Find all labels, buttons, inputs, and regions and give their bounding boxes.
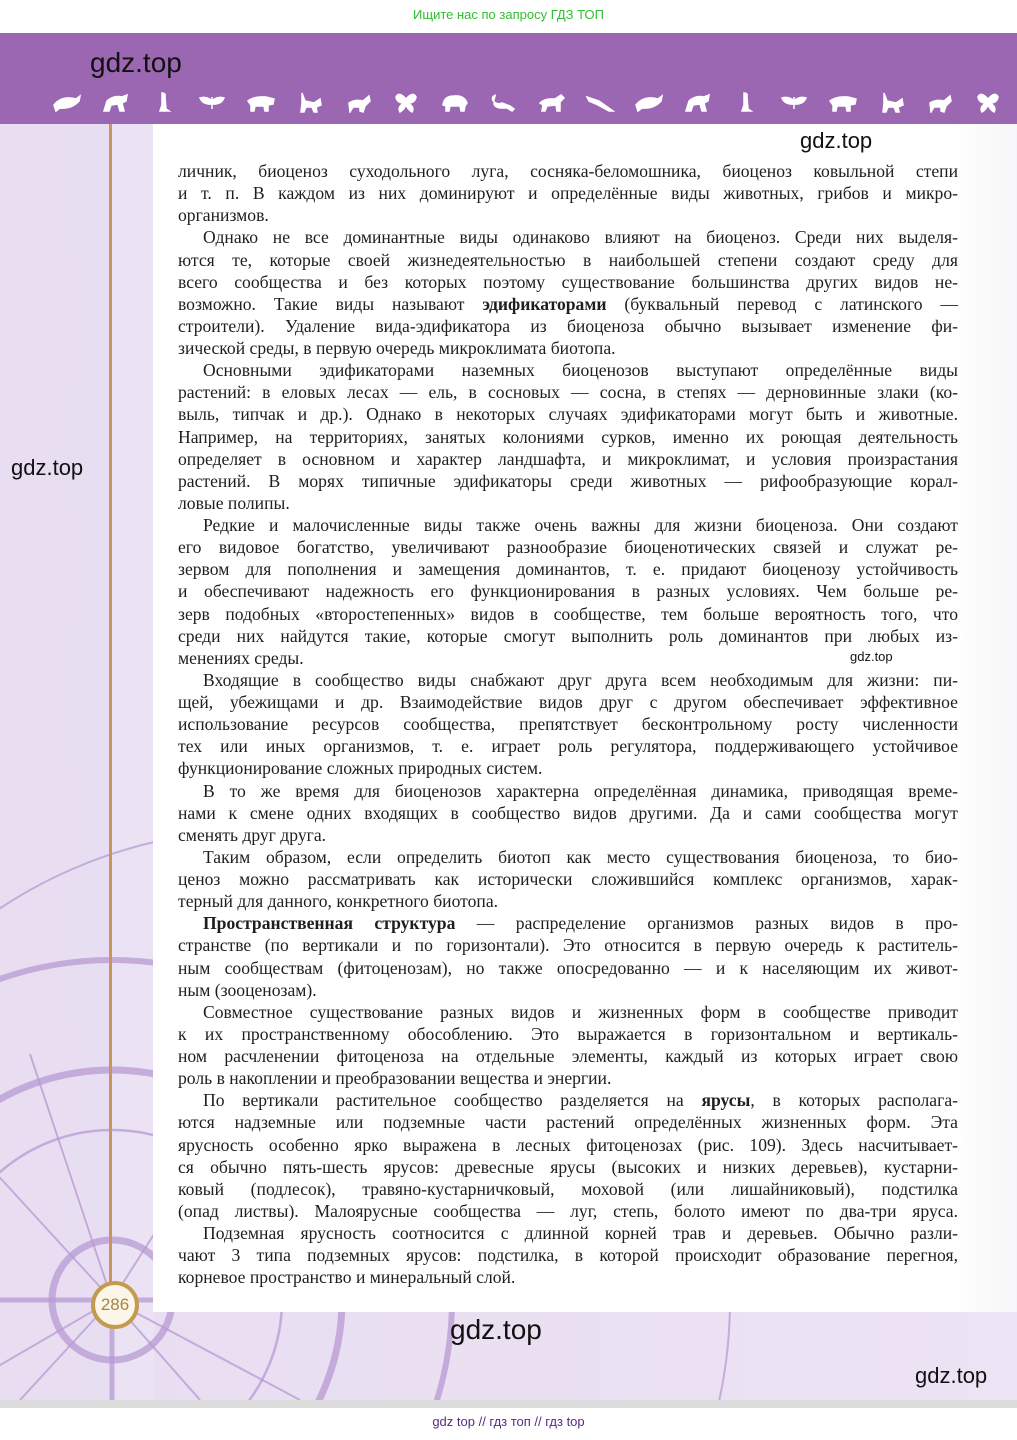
- text-line: ценоз можно рассматривать как исторически сложившийся комплекс организмов, харак-: [178, 869, 958, 889]
- margin-strip: [112, 124, 154, 1400]
- text-line: организмов.: [178, 205, 269, 226]
- butterfly-icon: [389, 90, 423, 114]
- horse-icon: [535, 90, 569, 114]
- text-line: ном расчленении фитоценоза на отдельные элементы, каждый из которых играет свою: [178, 1046, 958, 1066]
- text-line: сменять друг друга.: [178, 824, 327, 845]
- moth-icon: [777, 90, 811, 114]
- bison-icon: [438, 90, 472, 114]
- dolphin-icon: [632, 90, 666, 114]
- text-line: В то же время для биоценозов характерна определённая динамика, приводящая време-: [203, 780, 958, 801]
- text-line: ся обычно пять-шесть ярусов: древесные ярусы (высоких и низких деревьев), кустарни-: [178, 1156, 958, 1177]
- text-line: нами к смене одних входящих в сообщество видов другими. Да и сами сообщества могут: [178, 802, 958, 823]
- text-line: странстве (по вертикали и по горизонтали). Это относится в первую очередь к раститель-: [178, 935, 958, 956]
- text-line: зерв подобных «второстепенных» видов в сообществе, тем больше вероятность того, что: [178, 603, 958, 624]
- margin-rule: [109, 124, 112, 1299]
- text-line: всего сообщества и без которых поэтому существование большинства других видов не-: [178, 271, 958, 292]
- text-line: чают 3 типа подземных ярусов: подстилка, в которой происходит образование перегноя,: [178, 1245, 958, 1266]
- watermark-bottom-center: gdz.top: [450, 1314, 542, 1345]
- page-number: 286: [91, 1281, 139, 1329]
- bird-icon: [583, 90, 617, 114]
- body-text: [178, 160, 958, 1288]
- antelope-icon: [922, 90, 956, 114]
- text-line: менениях среды.: [178, 647, 304, 668]
- text-line: По вертикали растительное сообщество разделяется на ярусы, в которых располага-: [203, 1090, 958, 1111]
- text-line: выль, типчак и др.). Однако в некоторых случаях эдификаторами могут быть и животные.: [178, 404, 958, 425]
- text-line: ковый (подлесок), травяно-кустарничковый, моховой (или лишайниковый), подстилка: [178, 1178, 958, 1199]
- scorpion-icon: [486, 90, 520, 114]
- text-line: (опад листвы). Малоярусные сообщества — луг, степь, болото имеют по два-три яруса.: [178, 1200, 958, 1221]
- moth-icon: [195, 90, 229, 114]
- text-line: растений: в еловых лесах — ель, в сосновых — сосна, в степях — дерновинные злаки (ко-: [178, 382, 958, 403]
- meerkat-icon: [729, 90, 763, 114]
- text-line: ются надземные или подземные части растений определённых жизненных форм. Эта: [178, 1112, 958, 1133]
- text-line: Пространственная структура — распределение организмов разных видов в про-: [203, 913, 959, 934]
- text-line: корневое пространство и минеральный слой.: [178, 1267, 516, 1288]
- text-line: и т. п. В каждом из них доминируют и определённые виды животных, грибов и микро-: [178, 183, 958, 204]
- text-line: Однако не все доминантные виды одинаково влияют на биоценоз. Среди них выделя-: [203, 227, 958, 248]
- watermark-left-margin: gdz.top: [11, 455, 84, 480]
- text-line: функционирование сложных природных систем.: [178, 758, 543, 779]
- text-line: ются те, которые своей жизнедеятельностью в наибольшей степени создают среду для: [178, 249, 958, 270]
- text-line: его видовое богатство, увеличивают разнообразие биоценотических связей и служат ре-: [178, 537, 958, 558]
- text-line: Входящие в сообщество виды снабжают друг друга всем необходимым для жизни: пи-: [203, 669, 958, 690]
- boar-icon: [826, 90, 860, 114]
- bold-term: ярусы: [701, 1090, 751, 1111]
- text-line: Основными эдификаторами наземных биоценозов выступают определённые виды: [203, 360, 958, 381]
- text-line: Таким образом, если определить биотоп как место существования биоценоза, то био-: [203, 846, 958, 867]
- footer-links[interactable]: gdz top // гдз топ // гдз top: [432, 1414, 585, 1429]
- bold-term: эдификаторами: [482, 293, 607, 314]
- page-header-band: [0, 33, 1017, 124]
- fox-icon: [874, 90, 908, 114]
- text-line: растений. В морях типичные эдификаторы среди животных — рифообразующие корал-: [178, 470, 958, 491]
- text-line: щей, убежищами и др. Взаимодействие видов друг с другом обеспечивает эффективное: [178, 692, 958, 712]
- animal-silhouette-row: [50, 89, 1005, 115]
- text-line: к их пространственному обособлению. Это выражается в горизонтальном и вертикаль-: [178, 1023, 958, 1044]
- text-line: возможно. Такие виды называют эдификаторами (буквальный перевод с латинского —: [178, 293, 958, 314]
- meerkat-icon: [147, 90, 181, 114]
- hyena-icon: [98, 90, 132, 114]
- butterfly-icon: [971, 90, 1005, 114]
- text-line: терный для данного, конкретного биотопа.: [178, 891, 499, 912]
- bold-term: Пространственная структура: [203, 913, 456, 934]
- text-line: и обеспечивают надежность его функционирования в разных условиях. Чем больше ре-: [178, 581, 958, 602]
- watermark-small: gdz.top: [850, 649, 893, 664]
- fox-icon: [292, 90, 326, 114]
- text-line: ным (зооценозам).: [178, 979, 317, 1000]
- text-line: тех или иных организмов, т. е. играет роль регулятора, поддерживающего устойчивое: [178, 736, 958, 757]
- text-line: строители). Удаление вида-эдификатора из биоценоза обычно вызывает изменение фи-: [178, 315, 958, 336]
- text-line: зической среды, в первую очередь микроклимата биотопа.: [178, 338, 616, 358]
- watermark-header: gdz.top: [90, 47, 182, 78]
- text-line: использование ресурсов сообщества, препятствует бесконтрольному росту численности: [178, 714, 958, 735]
- text-line: среди них найдутся такие, которые смогут выполнить роль доминантов при любых из-: [178, 625, 958, 646]
- text-line: ным сообществам (фитоценозам), но также опосредованно — и к населяющим их живот-: [178, 957, 958, 978]
- text-line: определяет в основном и характер ландшафта, и микроклимат, и условия произрастания: [178, 448, 958, 469]
- boar-icon: [244, 90, 278, 114]
- text-line: Редкие и малочисленные виды также очень важны для жизни биоценоза. Они создают: [203, 515, 958, 535]
- text-line: ловые полипы.: [178, 492, 290, 513]
- text-line: зервом для пополнения и замещения доминантов, т. е. придают биоценозу устойчивость: [178, 559, 958, 580]
- text-line: Например, на территориях, занятых колониями сурков, именно их роющая деятельность: [178, 426, 958, 447]
- text-line: личник, биоценоз суходольного луга, сосняка-беломошника, биоценоз ковыльной степи: [178, 161, 958, 181]
- text-line: Совместное существование разных видов и жизненных форм в сообществе приводит: [203, 1001, 958, 1022]
- watermark-top-right: gdz.top: [800, 128, 873, 153]
- dolphin-icon: [50, 90, 84, 114]
- text-line: роль в накоплении и преобразовании вещества и энергии.: [178, 1068, 612, 1089]
- textbook-page: [0, 124, 1017, 1400]
- watermark-bottom-right: gdz.top: [915, 1363, 988, 1388]
- text-line: ярусность особенно ярко выражена в лесных фитоценозах (рис. 109). Здесь насчитывает-: [178, 1134, 958, 1155]
- search-promo-banner: Ищите нас по запросу ГДЗ ТОП: [0, 0, 1017, 33]
- hyena-icon: [680, 90, 714, 114]
- text-line: Подземная ярусность соотносится с длинной корней трав и деревьев. Обычно разли-: [203, 1223, 958, 1243]
- page-bottom-divider: [0, 1400, 1017, 1408]
- antelope-icon: [341, 90, 375, 114]
